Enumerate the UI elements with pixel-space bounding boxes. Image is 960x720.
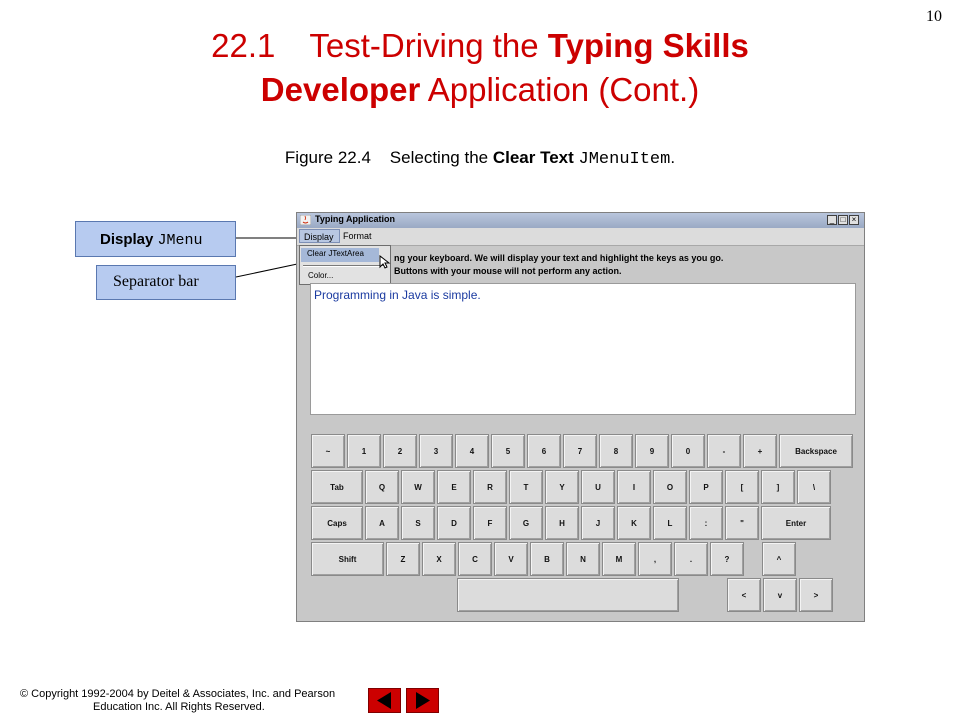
key-h[interactable]: H xyxy=(545,506,579,540)
typing-text-area[interactable] xyxy=(310,283,856,415)
key-sym0[interactable]: ~ xyxy=(311,434,345,468)
key-s[interactable]: S xyxy=(401,506,435,540)
maximize-button[interactable]: □ xyxy=(838,215,848,225)
key-2[interactable]: 2 xyxy=(383,434,417,468)
menu-separator xyxy=(303,265,387,267)
key-sym13[interactable]: \ xyxy=(797,470,831,504)
key-l[interactable]: L xyxy=(653,506,687,540)
key-sym10[interactable]: ? xyxy=(710,542,744,576)
key-v[interactable]: v xyxy=(763,578,797,612)
arrow-left-icon xyxy=(369,689,400,712)
key-j[interactable]: J xyxy=(581,506,615,540)
key-c[interactable]: C xyxy=(458,542,492,576)
instruction-line-2: Buttons with your mouse will not perform any action. xyxy=(394,266,622,276)
caption-bold: Clear Text xyxy=(492,148,574,167)
copyright-line-1: © Copyright 1992-2004 by Deitel & Associates, Inc. and Pearson xyxy=(20,688,336,700)
key-sym12[interactable]: + xyxy=(743,434,777,468)
callout-line-separator xyxy=(236,263,302,277)
key-caps[interactable]: Caps xyxy=(311,506,363,540)
key-sym9[interactable]: . xyxy=(674,542,708,576)
key-enter[interactable]: Enter xyxy=(761,506,831,540)
menu-display[interactable]: Display xyxy=(299,229,340,243)
key-6[interactable]: 6 xyxy=(527,434,561,468)
copyright-notice xyxy=(20,688,335,714)
key-tab[interactable]: Tab xyxy=(311,470,363,504)
callout-display-mono: JMenu xyxy=(157,232,203,249)
display-menu-dropdown xyxy=(299,245,391,285)
section-number: 22.1 xyxy=(211,27,276,64)
text-area-value: Programming in Java is simple. xyxy=(314,288,481,302)
key-backspace[interactable]: Backspace xyxy=(779,434,853,468)
key-sym11[interactable]: [ xyxy=(725,470,759,504)
close-button[interactable]: × xyxy=(849,215,859,225)
key-w[interactable]: W xyxy=(401,470,435,504)
key-4[interactable]: 4 xyxy=(455,434,489,468)
key-q[interactable]: Q xyxy=(365,470,399,504)
key-f[interactable]: F xyxy=(473,506,507,540)
caption-prefix: Figure 22.4 Selecting the xyxy=(284,148,493,167)
menu-format[interactable]: Format xyxy=(343,231,372,241)
callout-separator-bar: Separator bar xyxy=(96,265,236,300)
window-title: Typing Application xyxy=(315,214,395,224)
page-number: 10 xyxy=(926,8,942,25)
key-o[interactable]: O xyxy=(653,470,687,504)
key-space[interactable] xyxy=(457,578,679,612)
key-x[interactable]: X xyxy=(422,542,456,576)
key-e[interactable]: E xyxy=(437,470,471,504)
key-m[interactable]: M xyxy=(602,542,636,576)
key-n[interactable]: N xyxy=(566,542,600,576)
typing-application-window xyxy=(296,212,865,622)
window-titlebar[interactable] xyxy=(297,213,864,228)
instruction-line-1: ng your keyboard. We will display your text and highlight the keys as you go. xyxy=(394,253,724,263)
copyright-line-2: Education Inc. All Rights Reserved. xyxy=(93,701,265,713)
key-sym8[interactable]: , xyxy=(638,542,672,576)
title-line1-bold: Typing Skills xyxy=(547,27,749,64)
key-sym12[interactable]: ] xyxy=(761,470,795,504)
previous-slide-button[interactable] xyxy=(368,688,401,713)
key-5[interactable]: 5 xyxy=(491,434,525,468)
key-d[interactable]: D xyxy=(437,506,471,540)
menu-bar xyxy=(297,228,864,246)
key-v[interactable]: V xyxy=(494,542,528,576)
key-shift[interactable]: Shift xyxy=(311,542,384,576)
key-1[interactable]: 1 xyxy=(347,434,381,468)
key-8[interactable]: 8 xyxy=(599,434,633,468)
key-0[interactable]: 0 xyxy=(671,434,705,468)
key-sym0[interactable]: < xyxy=(727,578,761,612)
key-i[interactable]: I xyxy=(617,470,651,504)
menu-item-color[interactable]: Color... xyxy=(308,271,334,280)
key-r[interactable]: R xyxy=(473,470,507,504)
key-a[interactable]: A xyxy=(365,506,399,540)
key-sym11[interactable]: " xyxy=(725,506,759,540)
key-g[interactable]: G xyxy=(509,506,543,540)
arrow-right-icon xyxy=(407,689,438,712)
minimize-button[interactable]: _ xyxy=(827,215,837,225)
java-app-icon xyxy=(300,215,311,225)
title-line2-bold: Developer xyxy=(260,71,421,108)
mouse-cursor-icon xyxy=(379,255,391,269)
key-sym11[interactable]: ^ xyxy=(762,542,796,576)
callout-display-bold: Display xyxy=(100,231,154,248)
menu-item-clear-jtextarea[interactable]: Clear JTextArea xyxy=(301,248,379,262)
key-y[interactable]: Y xyxy=(545,470,579,504)
key-3[interactable]: 3 xyxy=(419,434,453,468)
key-t[interactable]: T xyxy=(509,470,543,504)
key-7[interactable]: 7 xyxy=(563,434,597,468)
key-sym10[interactable]: : xyxy=(689,506,723,540)
key-sym11[interactable]: - xyxy=(707,434,741,468)
key-sym2[interactable]: > xyxy=(799,578,833,612)
key-k[interactable]: K xyxy=(617,506,651,540)
title-line2-rest: Application (Cont.) xyxy=(420,71,700,108)
key-b[interactable]: B xyxy=(530,542,564,576)
key-p[interactable]: P xyxy=(689,470,723,504)
title-line1-prefix: Test-Driving the xyxy=(309,27,548,64)
key-9[interactable]: 9 xyxy=(635,434,669,468)
key-u[interactable]: U xyxy=(581,470,615,504)
key-z[interactable]: Z xyxy=(386,542,420,576)
caption-suffix: . xyxy=(670,148,676,167)
caption-mono: JMenuItem xyxy=(578,150,671,169)
next-slide-button[interactable] xyxy=(406,688,439,713)
